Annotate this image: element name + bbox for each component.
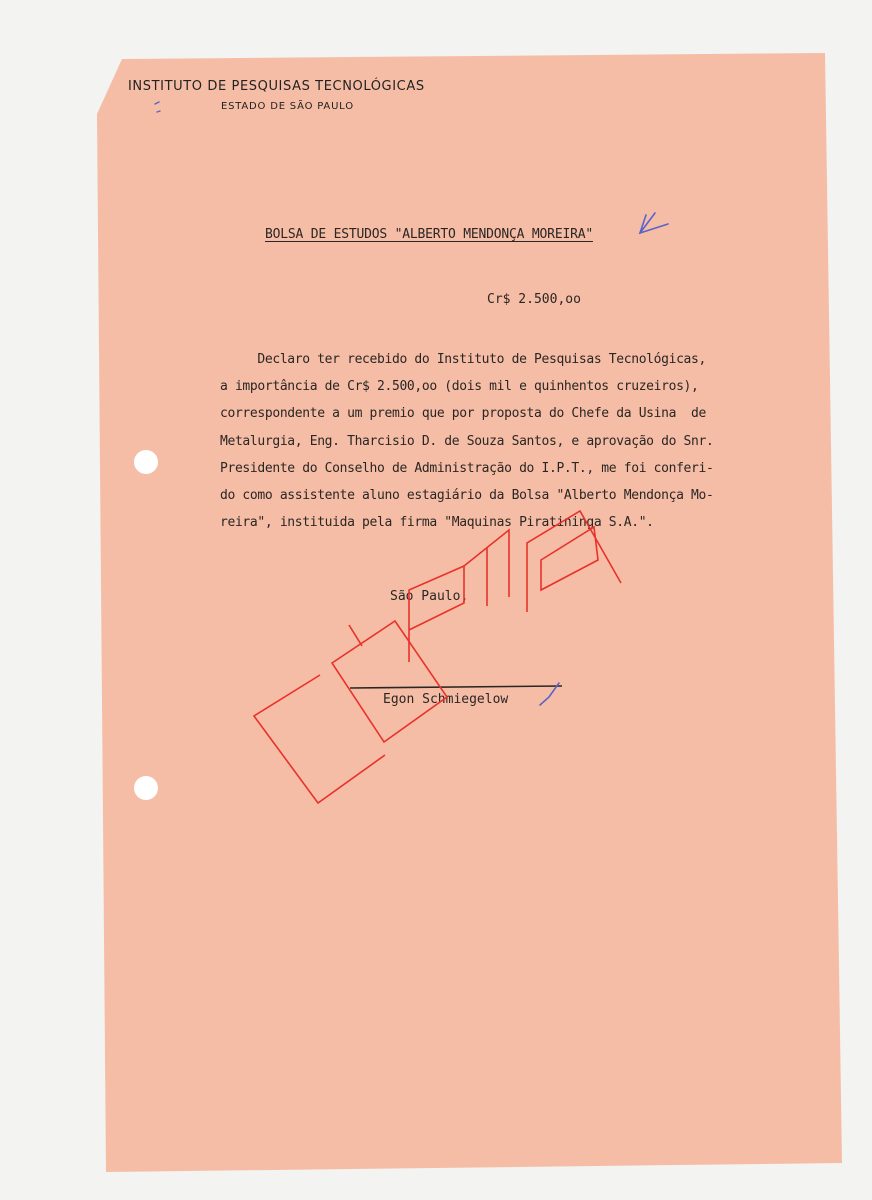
paragraph-line: a importância de Cr$ 2.500,oo (dois mil e quinhentos cruzeiros),	[220, 379, 699, 395]
paragraph-line: Presidente do Conselho de Administração do I.P.T., me foi conferi-	[220, 460, 714, 476]
amount: Cr$ 2.500,oo	[487, 292, 581, 307]
paragraph-line: Declaro ter recebido do Instituto de Pesquisas Tecnológicas,	[220, 352, 706, 367]
paragraph-line: Metalurgia, Eng. Tharcisio D. de Souza Santos, e aprovação do Snr.	[220, 433, 714, 449]
letterhead-institution: INSTITUTO DE PESQUISAS TECNOLÓGICAS	[128, 79, 425, 94]
letterhead-state: ESTADO DE SÃO PAULO	[221, 101, 354, 112]
document-title: BOLSA DE ESTUDOS "ALBERTO MENDONÇA MOREIRA"	[265, 227, 593, 242]
place-line: São Paulo,	[390, 589, 469, 604]
signatory-name: Egon Schmiegelow	[383, 692, 509, 707]
paragraph-line: do como assistente aluno estagiário da Bolsa "Alberto Mendonça Mo-	[220, 488, 714, 504]
paragraph-line: reira", instituida pela firma "Maquinas Piratininga S.A.".	[220, 515, 654, 531]
paragraph-line: correspondente a um premio que por proposta do Chefe da Usina de	[220, 406, 706, 422]
